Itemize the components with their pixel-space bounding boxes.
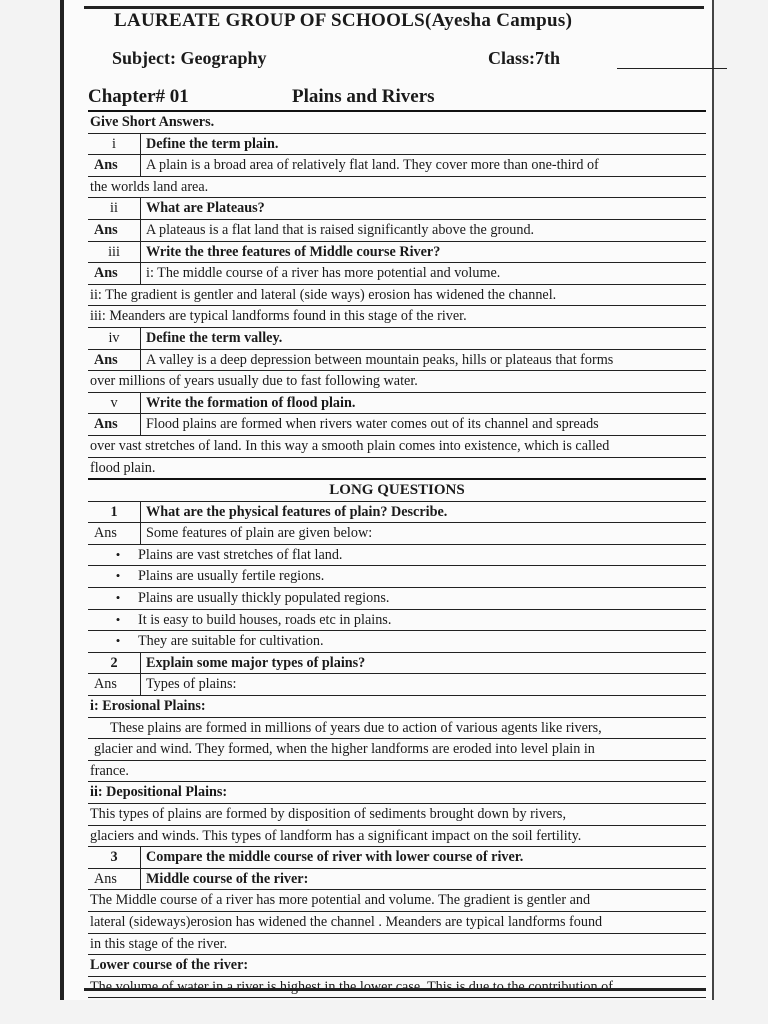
paragraph-line: These plains are formed in millions of years due to action of various agents like rivers, bbox=[110, 719, 602, 736]
paragraph-line: glaciers and winds. This types of landform has a significant impact on the soil fertility. bbox=[90, 827, 582, 844]
table-row bbox=[88, 847, 706, 869]
column-divider bbox=[140, 502, 141, 523]
list-item bbox=[88, 610, 706, 632]
question-text: Define the term valley. bbox=[146, 329, 283, 346]
table-row bbox=[88, 371, 706, 393]
table-row bbox=[88, 955, 706, 977]
worksheet-page bbox=[60, 0, 714, 1000]
long-questions-heading-row bbox=[88, 480, 706, 502]
table-row bbox=[88, 718, 706, 740]
column-divider bbox=[140, 414, 141, 435]
table-row bbox=[88, 350, 706, 372]
worksheet-table bbox=[88, 84, 706, 998]
bullet-marker: • bbox=[115, 633, 121, 649]
paragraph-line: in this stage of the river. bbox=[90, 935, 228, 952]
answer-continuation: over vast stretches of land. In this way a smooth plain comes into existence, which is called bbox=[90, 437, 610, 454]
question-text: Explain some major types of plains? bbox=[146, 654, 366, 671]
answer-text: A plateaus is a flat land that is raised significantly above the ground. bbox=[146, 221, 535, 238]
question-text: Write the three features of Middle course River? bbox=[146, 243, 441, 260]
paragraph-line: glacier and wind. They formed, when the higher landforms are eroded into level plain in bbox=[94, 741, 595, 758]
column-divider bbox=[140, 350, 141, 371]
table-row bbox=[88, 436, 706, 458]
table-row bbox=[88, 674, 706, 696]
column-divider bbox=[140, 393, 141, 414]
bullet-marker: • bbox=[115, 611, 121, 627]
column-divider bbox=[140, 220, 141, 241]
short-answers-heading-row bbox=[88, 112, 706, 134]
bullet-text: They are suitable for cultivation. bbox=[138, 633, 324, 650]
question-number: 2 bbox=[110, 654, 118, 671]
bullet-marker: • bbox=[115, 568, 121, 584]
list-item bbox=[88, 545, 706, 567]
answer-text: Types of plains: bbox=[146, 676, 237, 693]
answer-label: Ans bbox=[94, 351, 118, 368]
question-text: What are the physical features of plain? Describe. bbox=[146, 503, 448, 520]
table-row bbox=[88, 869, 706, 891]
bullet-text: Plains are usually fertile regions. bbox=[138, 568, 325, 585]
table-row bbox=[88, 934, 706, 956]
table-row bbox=[88, 912, 706, 934]
paragraph-line: lateral (sideways)erosion has widened the channel . Meanders are typical landforms found bbox=[90, 913, 603, 930]
answer-label: Ans bbox=[94, 157, 118, 174]
subject-label: Subject: Geography bbox=[112, 48, 267, 68]
question-number: ii bbox=[110, 200, 118, 217]
question-text: What are Plateaus? bbox=[146, 200, 265, 217]
school-name: LAUREATE GROUP OF SCHOOLS(Ayesha Campus) bbox=[114, 10, 573, 31]
question-text: Compare the middle course of river with lower course of river. bbox=[146, 849, 524, 866]
column-divider bbox=[140, 328, 141, 349]
chapter-row bbox=[88, 84, 706, 112]
answer-label: Ans bbox=[94, 221, 118, 238]
class-blank-line bbox=[617, 68, 727, 69]
table-row bbox=[88, 328, 706, 350]
list-item bbox=[88, 631, 706, 653]
bullet-text: It is easy to build houses, roads etc in plains. bbox=[138, 611, 392, 628]
answer-text: A plain is a broad area of relatively flat land. They cover more than one-third of bbox=[146, 157, 599, 174]
answer-text: Some features of plain are given below: bbox=[146, 525, 373, 542]
list-item bbox=[88, 566, 706, 588]
bottom-rule bbox=[84, 988, 706, 991]
answer-label: Ans bbox=[94, 676, 117, 693]
answer-continuation: flood plain. bbox=[90, 459, 156, 476]
subheading: ii: Depositional Plains: bbox=[90, 784, 228, 801]
bullet-text: Plains are vast stretches of flat land. bbox=[138, 546, 343, 563]
table-row bbox=[88, 155, 706, 177]
top-rule bbox=[84, 6, 704, 9]
column-divider bbox=[140, 674, 141, 695]
table-row bbox=[88, 502, 706, 524]
table-row bbox=[88, 220, 706, 242]
paragraph-line: The Middle course of a river has more potential and volume. The gradient is gentler and bbox=[90, 892, 591, 909]
table-row bbox=[88, 242, 706, 264]
column-divider bbox=[140, 869, 141, 890]
table-row bbox=[88, 653, 706, 675]
subject-line bbox=[112, 48, 692, 69]
table-row bbox=[88, 458, 706, 481]
list-item bbox=[88, 588, 706, 610]
paragraph-line: france. bbox=[90, 762, 129, 779]
table-row bbox=[88, 414, 706, 436]
question-number: iii bbox=[108, 243, 120, 260]
answer-text: Flood plains are formed when rivers water comes out of its channel and spreads bbox=[146, 416, 599, 433]
subheading: Lower course of the river: bbox=[90, 957, 249, 974]
bullet-marker: • bbox=[115, 546, 121, 562]
column-divider bbox=[140, 198, 141, 219]
subheading: i: Erosional Plains: bbox=[90, 698, 206, 715]
table-row bbox=[88, 782, 706, 804]
table-row bbox=[88, 804, 706, 826]
paragraph-line: The volume of water in a river is highest in the lower case. This is due to the contribution of bbox=[90, 978, 613, 995]
question-number: v bbox=[110, 394, 118, 411]
table-row bbox=[88, 306, 706, 328]
bullet-text: Plains are usually thickly populated regions. bbox=[138, 590, 390, 607]
column-divider bbox=[140, 847, 141, 868]
table-row bbox=[88, 177, 706, 199]
column-divider bbox=[140, 155, 141, 176]
table-row bbox=[88, 523, 706, 545]
long-questions-heading: LONG QUESTIONS bbox=[329, 482, 465, 499]
chapter-number: Chapter# 01 bbox=[88, 86, 189, 107]
table-row bbox=[88, 696, 706, 718]
column-divider bbox=[140, 523, 141, 544]
question-number: iv bbox=[108, 329, 120, 346]
table-row bbox=[88, 761, 706, 783]
column-divider bbox=[140, 134, 141, 155]
column-divider bbox=[140, 263, 141, 284]
answer-label: Ans bbox=[94, 525, 117, 542]
short-answers-heading: Give Short Answers. bbox=[90, 114, 215, 130]
table-row bbox=[88, 263, 706, 285]
column-divider bbox=[140, 653, 141, 674]
question-number: i bbox=[112, 135, 116, 152]
answer-continuation: ii: The gradient is gentler and lateral (side ways) erosion has widened the channel. bbox=[90, 286, 557, 303]
question-text: Write the formation of flood plain. bbox=[146, 394, 356, 411]
table-row bbox=[88, 134, 706, 156]
table-row bbox=[88, 739, 706, 761]
answer-label: Ans bbox=[94, 870, 117, 887]
table-row bbox=[88, 890, 706, 912]
answer-text: Middle course of the river: bbox=[146, 870, 309, 887]
answer-continuation: the worlds land area. bbox=[90, 178, 209, 195]
question-number: 3 bbox=[110, 849, 118, 866]
bullet-marker: • bbox=[115, 590, 121, 606]
answer-continuation: over millions of years usually due to fast following water. bbox=[90, 373, 418, 390]
column-divider bbox=[140, 242, 141, 263]
answer-continuation: iii: Meanders are typical landforms found in this stage of the river. bbox=[90, 308, 467, 325]
answer-text: i: The middle course of a river has more potential and volume. bbox=[146, 265, 501, 282]
chapter-title: Plains and Rivers bbox=[292, 86, 435, 107]
question-number: 1 bbox=[110, 503, 118, 520]
question-text: Define the term plain. bbox=[146, 135, 279, 152]
answer-label: Ans bbox=[94, 416, 118, 433]
table-row bbox=[88, 393, 706, 415]
paragraph-line: This types of plains are formed by disposition of sediments brought down by rivers, bbox=[90, 806, 567, 822]
table-row bbox=[88, 198, 706, 220]
answer-text: A valley is a deep depression between mountain peaks, hills or plateaus that forms bbox=[146, 351, 614, 368]
class-label: Class:7th bbox=[488, 48, 561, 68]
answer-label: Ans bbox=[94, 265, 118, 282]
table-row bbox=[88, 826, 706, 848]
table-row bbox=[88, 285, 706, 307]
